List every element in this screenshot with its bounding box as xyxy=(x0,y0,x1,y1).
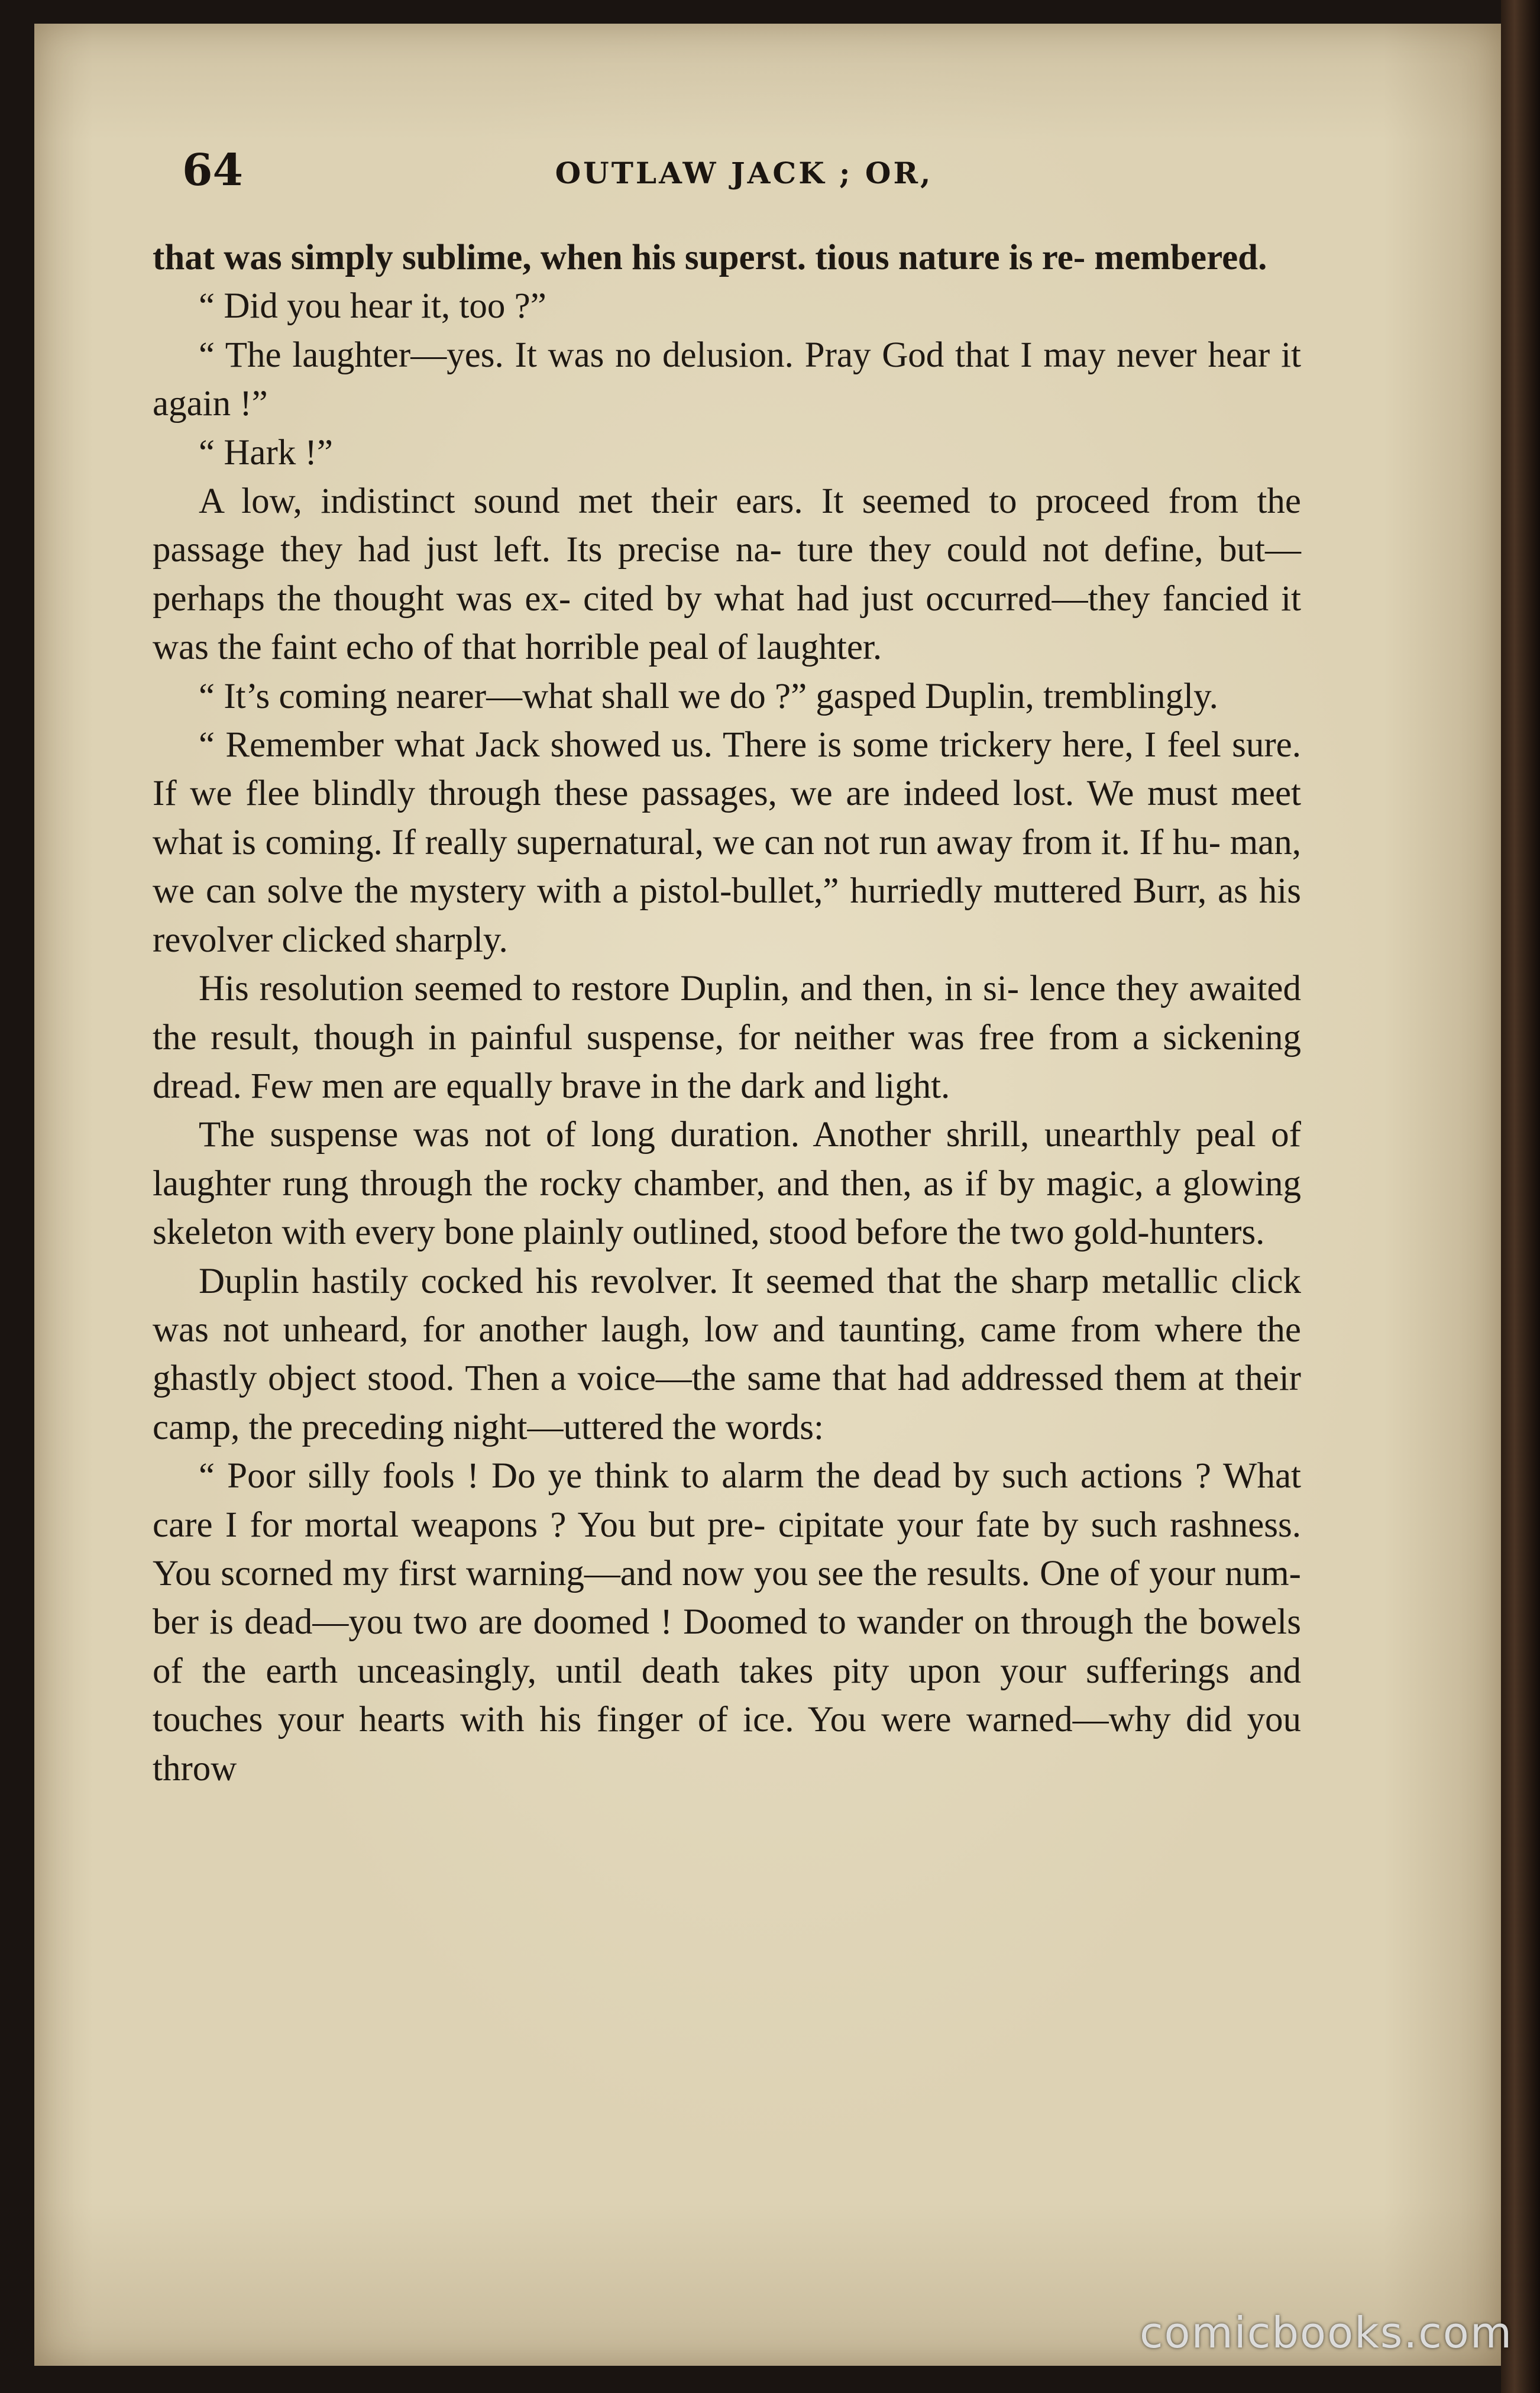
paragraph: “ The laughter—yes. It was no delusion. Pray God that I may never hear it again !” xyxy=(153,335,1301,424)
body-text xyxy=(153,234,1301,1793)
paragraph: that was simply sublime, when his superst. tious nature is re- membered. xyxy=(153,238,1267,277)
watermark: comicbooks.com xyxy=(1139,2308,1513,2358)
paragraph: “ Hark !” xyxy=(199,432,333,473)
page-header xyxy=(153,139,1335,210)
paragraph: “ Remember what Jack showed us. There is some trickery here, I feel sure. If we flee blindly through these passages, we are indeed lost. We must meet what is coming. If really supernatural, we can not run away from it. If hu- man, we can solve the mystery with a pistol-bullet,” hurriedly muttered Burr, as his revolver clicked sharply. xyxy=(153,725,1301,960)
running-title: OUTLAW JACK ; OR, xyxy=(555,156,933,190)
paragraph: “ Did you hear it, too ?” xyxy=(199,286,546,326)
paragraph: A low, indistinct sound met their ears. It seemed to proceed from the passage they had just left. Its precise na- ture they could not define, but—perhaps the thought was ex- cited by what had just occurred—they fancied it was the faint echo of that horrible peal of laughter. xyxy=(153,481,1301,668)
paragraph: Duplin hastily cocked his revolver. It seemed that the sharp metallic click was not unheard, for another laugh, low and taunting, came from where the ghastly object stood. Then a voice—the same that had addressed them at their camp, the preceding night—uttered the words: xyxy=(153,1261,1301,1447)
paragraph: “ It’s coming nearer—what shall we do ?” gasped Duplin, tremblingly. xyxy=(199,676,1218,716)
paragraph: The suspense was not of long duration. Another shrill, unearthly peal of laughter rung through the rocky chamber, and then, as if by magic, a glowing skeleton with every bone plainly outlined, stood before the two gold-hunters. xyxy=(153,1115,1301,1253)
page-number: 64 xyxy=(182,145,243,196)
paragraph: “ Poor silly fools ! Do ye think to alarm the dead by such actions ? What care I for mortal weapons ? You but pre- cipitate your fate by such rashness. You scorned my first warning—and now you see the results. One of your num- ber is dead—you two are doomed ! Doomed to wander on through the bowels of the earth unceasingly, until death takes pity upon your sufferings and touches your hearts with his finger of ice. You were warned—why did you throw xyxy=(153,1456,1301,1789)
book-spine-edge xyxy=(1501,0,1540,2393)
paragraph: His resolution seemed to restore Duplin, and then, in si- lence they awaited the result, though in painful suspense, for neither was free from a sickening dread. Few men are equally brave in the dark and light. xyxy=(153,969,1301,1106)
